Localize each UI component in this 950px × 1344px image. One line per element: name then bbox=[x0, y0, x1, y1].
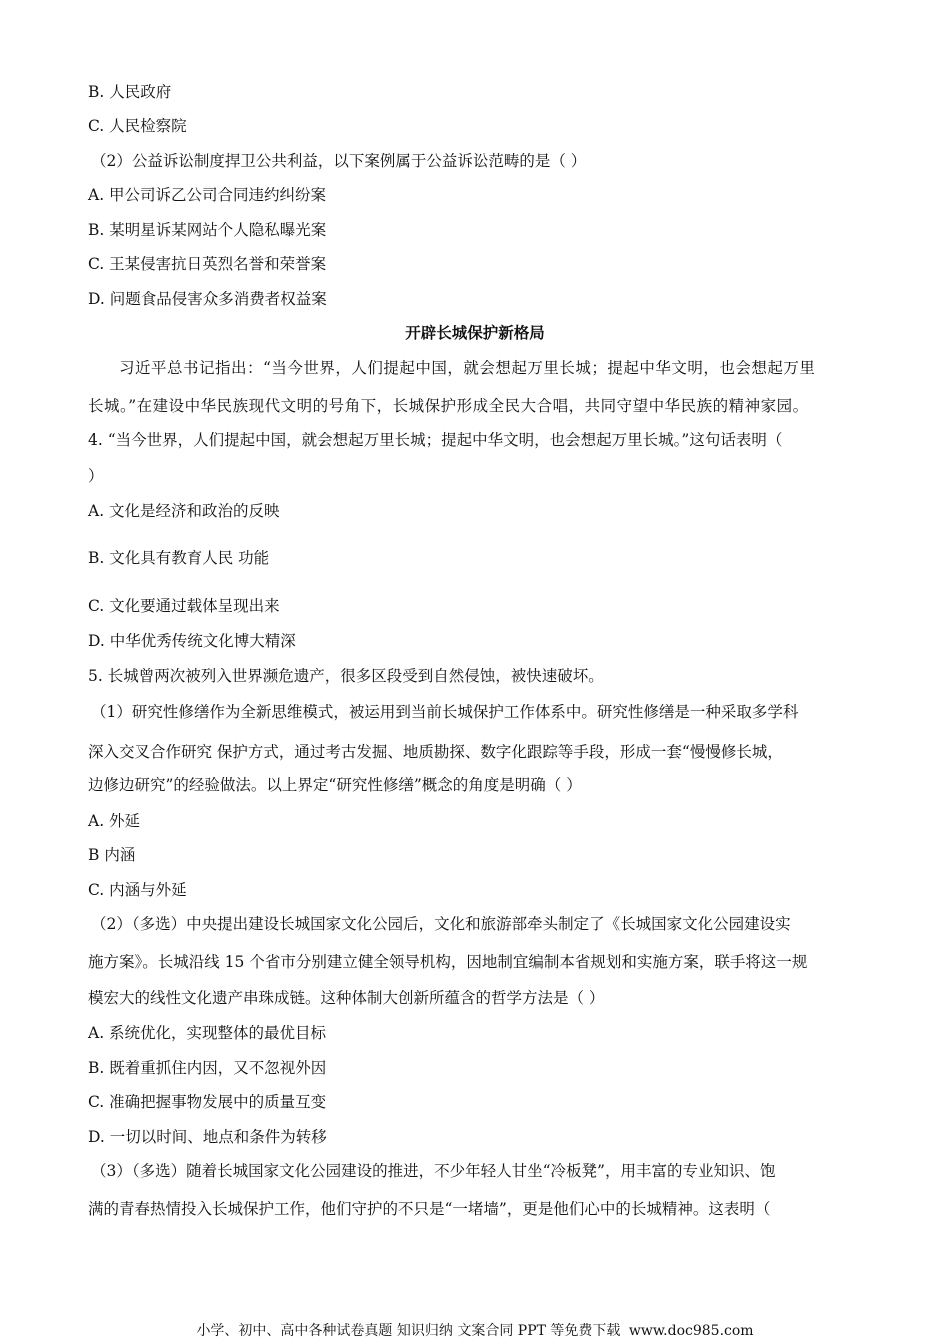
page-footer bbox=[0, 1322, 950, 1340]
question-5-2-option-d: D. 一切以时间、地点和条件为转移 bbox=[88, 1128, 327, 1146]
option-c-line: C. 人民检察院 bbox=[88, 117, 187, 135]
option-a-line: A. 甲公司诉乙公司合同违约纠纷案 bbox=[88, 186, 327, 204]
footer-site-link[interactable]: www.doc985.com bbox=[628, 1323, 754, 1339]
option-b-line: B. 人民政府 bbox=[88, 83, 172, 101]
option-c-line: C. 王某侵害抗日英烈名誉和荣誉案 bbox=[88, 255, 327, 273]
question-5-1-stem: 深入交叉合作研究 保护方式，通过考古发掘、地质勘探、数字化跟踪等手段，形成一套“慢慢修长城， bbox=[88, 743, 783, 761]
question-5-1-option-c: C. 内涵与外延 bbox=[88, 881, 187, 899]
question-5-1-stem: 边修边研究”的经验做法。以上界定“研究性修缮”概念的角度是明确（ ） bbox=[88, 776, 582, 794]
question-5-stem: 5. 长城曾两次被列入世界濒危遗产，很多区段受到自然侵蚀，被快速破坏。 bbox=[88, 667, 604, 685]
question-5-1-stem: （1）研究性修缮作为全新思维模式，被运用到当前长城保护工作体系中。研究性修缮是一种采取多学科 bbox=[91, 703, 799, 721]
question-5-3-stem: 满的青春热情投入长城保护工作，他们守护的不只是“一堵墙”，更是他们心中的长城精神。这表明（ bbox=[88, 1200, 771, 1218]
option-b-line: B. 某明星诉某网站个人隐私曝光案 bbox=[88, 221, 327, 239]
question-5-1-option-b: B 内涵 bbox=[88, 846, 136, 864]
intro-paragraph-line: 习近平总书记指出：“当今世界，人们提起中国，就会想起万里长城；提起中华文明，也会想起万里 bbox=[119, 359, 816, 377]
question-4-option-b: B. 文化具有教育人民 功能 bbox=[88, 549, 270, 567]
question-4-stem: 4. “当今世界，人们提起中国，就会想起万里长城；提起中华文明，也会想起万里长城。”这句话表明（ bbox=[88, 431, 783, 449]
question-4-option-a: A. 文化是经济和政治的反映 bbox=[88, 502, 280, 520]
section-title: 开辟长城保护新格局 bbox=[405, 324, 545, 342]
question-4-stem-end: ） bbox=[88, 467, 104, 485]
intro-paragraph-line: 长城。”在建设中华民族现代文明的号角下，长城保护形成全民大合唱，共同守望中华民族的精神家园。 bbox=[88, 397, 809, 415]
question-5-2-option-b: B. 既着重抓住内因，又不忽视外因 bbox=[88, 1059, 327, 1077]
question-5-2-option-a: A. 系统优化，实现整体的最优目标 bbox=[88, 1024, 327, 1042]
question-5-1-option-a: A. 外延 bbox=[88, 812, 141, 830]
question-5-2-option-c: C. 准确把握事物发展中的质量互变 bbox=[88, 1093, 327, 1111]
question-5-2-stem: 施方案》。长城沿线 15 个省市分别建立健全领导机构，因地制宜编制本省规划和实施方案，联手将这一规 bbox=[88, 953, 808, 971]
option-d-line: D. 问题食品侵害众多消费者权益案 bbox=[88, 290, 327, 308]
question-3-2-stem: （2）公益诉讼制度捍卫公共利益，以下案例属于公益诉讼范畴的是（ ） bbox=[91, 152, 587, 170]
footer-text: 小学、初中、高中各种试卷真题 知识归纳 文案合同 PPT 等免费下载 bbox=[196, 1323, 621, 1339]
question-5-3-stem: （3）（多选）随着长城国家文化公园建设的推进，不少年轻人甘坐“冷板凳”，用丰富的专业知识、饱 bbox=[91, 1162, 776, 1180]
question-4-option-d: D. 中华优秀传统文化博大精深 bbox=[88, 632, 296, 650]
question-4-option-c: C. 文化要通过载体呈现出来 bbox=[88, 597, 280, 615]
question-5-2-stem: （2）（多选）中央提出建设长城国家文化公园后，文化和旅游部牵头制定了《长城国家文化公园建设实 bbox=[91, 915, 791, 933]
question-5-2-stem: 模宏大的线性文化遗产串珠成链。这种体制大创新所蕴含的哲学方法是（ ） bbox=[88, 989, 605, 1007]
